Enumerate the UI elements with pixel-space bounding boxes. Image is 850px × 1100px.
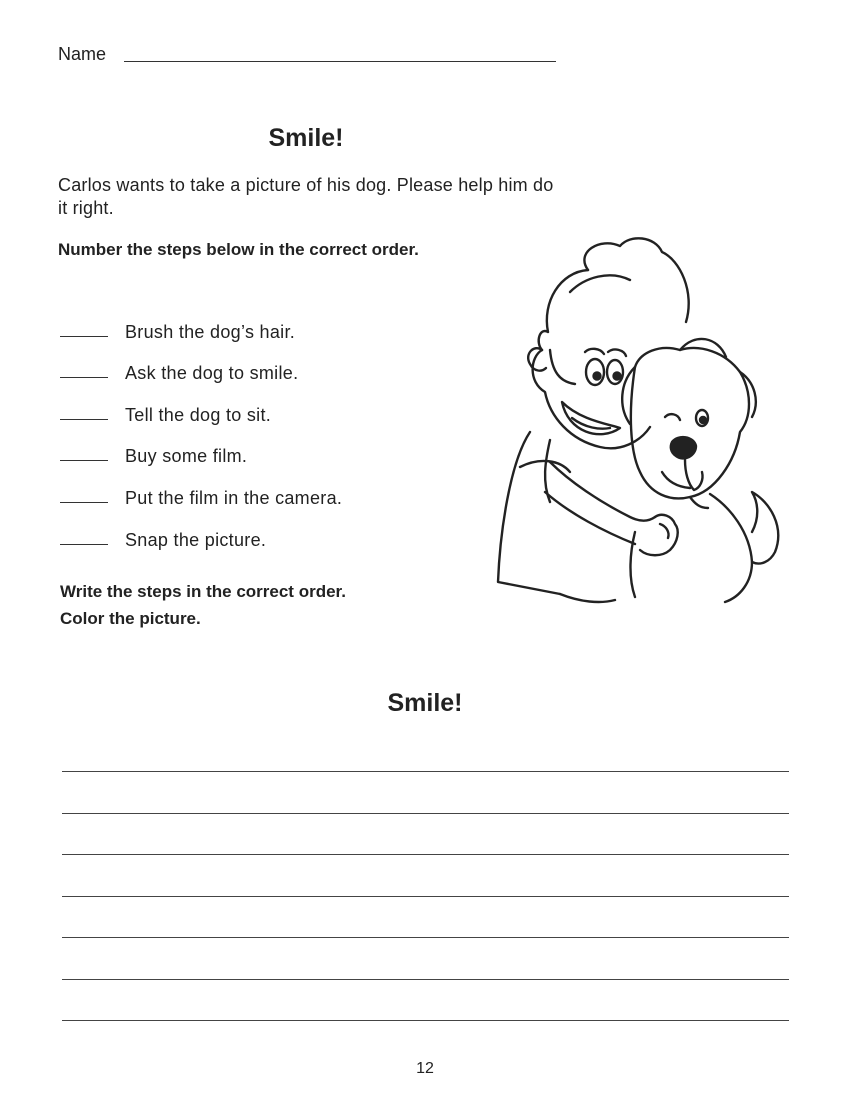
step-text: Ask the dog to smile. bbox=[125, 363, 299, 384]
list-item bbox=[60, 468, 342, 510]
writing-line[interactable] bbox=[62, 896, 789, 897]
list-item bbox=[60, 385, 342, 427]
writing-line[interactable] bbox=[62, 937, 789, 938]
step-number-blank[interactable] bbox=[60, 419, 108, 420]
step-text: Tell the dog to sit. bbox=[125, 404, 272, 425]
writing-lines[interactable] bbox=[62, 771, 789, 1062]
intro-text: Carlos wants to take a picture of his dog. Please help him do it right. bbox=[58, 175, 554, 218]
list-item bbox=[60, 427, 342, 469]
color-instruction: Color the picture. bbox=[60, 609, 201, 628]
page-number: 12 bbox=[416, 1060, 434, 1077]
write-instructions bbox=[60, 578, 346, 632]
step-number-blank[interactable] bbox=[60, 377, 108, 378]
list-item bbox=[60, 510, 342, 552]
write-instruction: Write the steps in the correct order. bbox=[60, 582, 346, 601]
number-instruction: Number the steps below in the correct order. bbox=[58, 240, 419, 259]
step-number-blank[interactable] bbox=[60, 544, 108, 545]
steps-list bbox=[60, 302, 342, 552]
writing-line[interactable] bbox=[62, 854, 789, 855]
name-field[interactable] bbox=[124, 61, 556, 62]
writing-line[interactable] bbox=[62, 1020, 789, 1021]
step-number-blank[interactable] bbox=[60, 502, 108, 503]
step-text: Snap the picture. bbox=[125, 529, 267, 550]
writing-line[interactable] bbox=[62, 979, 789, 980]
step-number-blank[interactable] bbox=[60, 336, 108, 337]
page-title: Smile! bbox=[268, 124, 344, 152]
step-text: Brush the dog’s hair. bbox=[125, 321, 296, 342]
step-text: Put the film in the camera. bbox=[125, 487, 343, 508]
list-item bbox=[60, 302, 342, 344]
boy-hugging-dog-icon bbox=[490, 232, 800, 617]
writing-line[interactable] bbox=[62, 813, 789, 814]
name-label: Name bbox=[58, 44, 107, 64]
writing-line[interactable] bbox=[62, 771, 789, 772]
step-number-blank[interactable] bbox=[60, 460, 108, 461]
writing-section-title: Smile! bbox=[387, 689, 463, 717]
list-item bbox=[60, 344, 342, 386]
step-text: Buy some film. bbox=[125, 446, 248, 467]
